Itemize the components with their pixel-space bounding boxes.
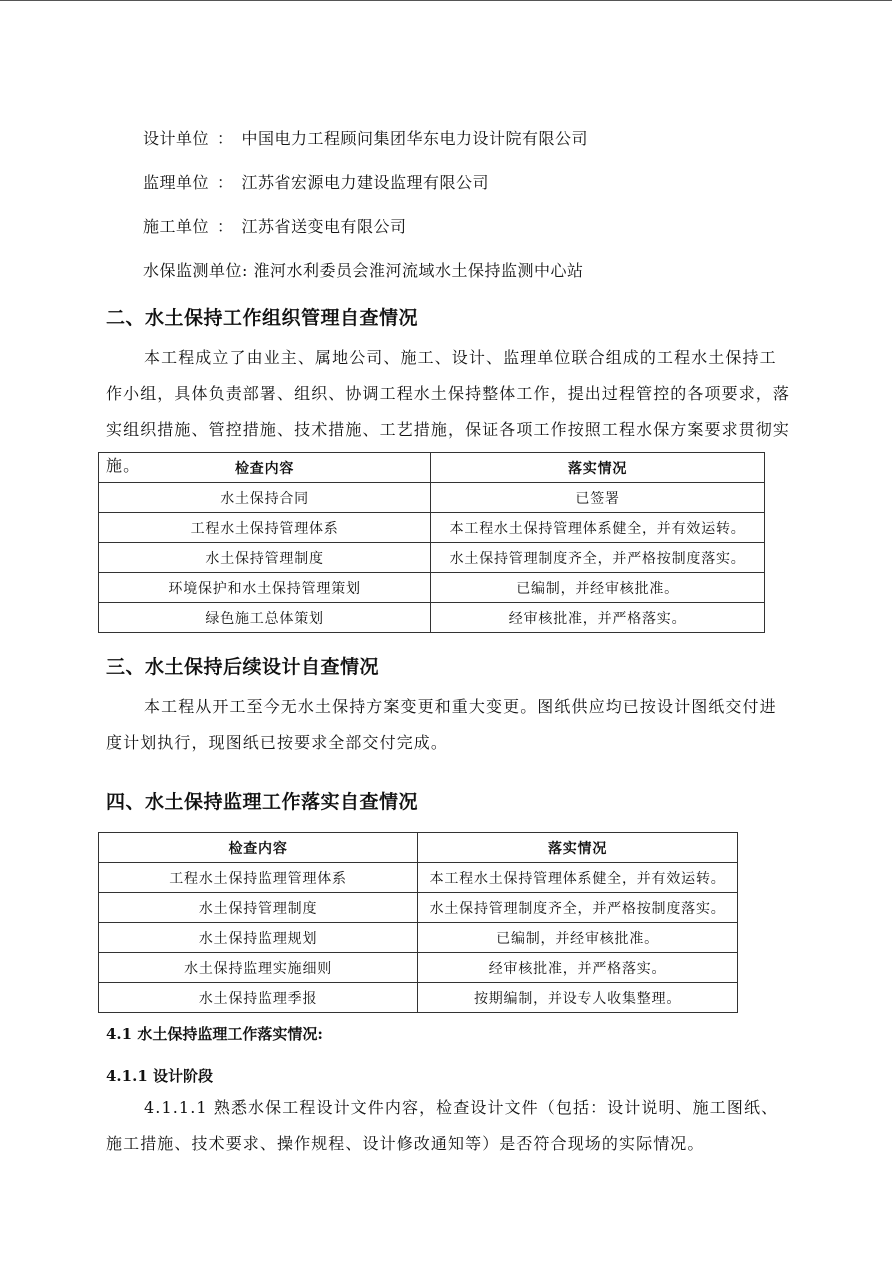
table-row (99, 603, 765, 633)
table-cell: 水土保持监理规划 (99, 923, 418, 953)
subsection-4-1-1-title: 4.1.1 设计阶段 (106, 1067, 213, 1085)
top-border-line (0, 0, 892, 1)
section4-table (98, 832, 738, 1013)
table-row (99, 983, 738, 1013)
subsection-4-1-1-paragraph: 4.1.1.1 熟悉水保工程设计文件内容，检查设计文件（包括：设计说明、施工图纸、施工措施、技术要求、操作规程、设计修改通知等）是否符合现场的实际情况。 (106, 1098, 779, 1153)
info-monitoring-unit: 水保监测单位: 淮河水利委员会淮河流域水土保持监测中心站 (143, 261, 584, 280)
table-row (99, 863, 738, 893)
table-row (99, 573, 765, 603)
table-cell: 水土保持管理制度 (99, 893, 418, 923)
table-cell: 已编制，并经审核批准。 (431, 573, 765, 603)
section2-title: 二、水土保持工作组织管理自查情况 (106, 307, 419, 329)
table-header-cell: 落实情况 (418, 833, 738, 863)
table-cell: 水土保持监理季报 (99, 983, 418, 1013)
table-row (99, 893, 738, 923)
section4-title: 四、水土保持监理工作落实自查情况 (106, 791, 419, 813)
info-design-unit: 设计单位 ： 中国电力工程顾问集团华东电力设计院有限公司 (143, 129, 589, 148)
table-cell: 经审核批准，并严格落实。 (431, 603, 765, 633)
table-cell: 水土保持监理实施细则 (99, 953, 418, 983)
table-row (99, 923, 738, 953)
table-cell: 本工程水土保持管理体系健全，并有效运转。 (431, 513, 765, 543)
section3-paragraph: 本工程从开工至今无水土保持方案变更和重大变更。图纸供应均已按设计图纸交付进度计划执行，现图纸已按要求全部交付完成。 (106, 697, 777, 752)
section2-table (98, 452, 765, 633)
table-header-cell: 落实情况 (431, 453, 765, 483)
table-header-cell: 检查内容 (99, 453, 431, 483)
table-cell: 经审核批准，并严格落实。 (418, 953, 738, 983)
table-header-row (99, 833, 738, 863)
info-supervision-unit: 监理单位 ： 江苏省宏源电力建设监理有限公司 (143, 173, 490, 192)
table-row (99, 953, 738, 983)
table-cell: 工程水土保持监理管理体系 (99, 863, 418, 893)
table-cell: 水土保持管理制度 (99, 543, 431, 573)
table-header-row (99, 453, 765, 483)
table-cell: 工程水土保持管理体系 (99, 513, 431, 543)
table-header-cell: 检查内容 (99, 833, 418, 863)
table-cell: 环境保护和水土保持管理策划 (99, 573, 431, 603)
table-cell: 水土保持管理制度齐全，并严格按制度落实。 (418, 893, 738, 923)
table-row (99, 543, 765, 573)
section2-paragraph: 本工程成立了由业主、属地公司、施工、设计、监理单位联合组成的工程水土保持工作小组，具体负责部署、组织、协调工程水土保持整体工作，提出过程管控的各项要求，落实组织措施、管控措施、技术措施、工艺措施，保证各项工作按照工程水保方案要求贯彻实施。 (106, 348, 791, 475)
info-construction-unit: 施工单位 ： 江苏省送变电有限公司 (143, 217, 407, 236)
table-cell: 本工程水土保持管理体系健全，并有效运转。 (418, 863, 738, 893)
subsection-4-1-title: 4.1 水土保持监理工作落实情况: (106, 1025, 323, 1043)
table-cell: 水土保持合同 (99, 483, 431, 513)
table-cell: 绿色施工总体策划 (99, 603, 431, 633)
table-cell: 已签署 (431, 483, 765, 513)
table-cell: 按期编制，并设专人收集整理。 (418, 983, 738, 1013)
table-cell: 水土保持管理制度齐全，并严格按制度落实。 (431, 543, 765, 573)
table-cell: 已编制，并经审核批准。 (418, 923, 738, 953)
section3-title: 三、水土保持后续设计自查情况 (106, 656, 380, 678)
table-row (99, 513, 765, 543)
table-row (99, 483, 765, 513)
